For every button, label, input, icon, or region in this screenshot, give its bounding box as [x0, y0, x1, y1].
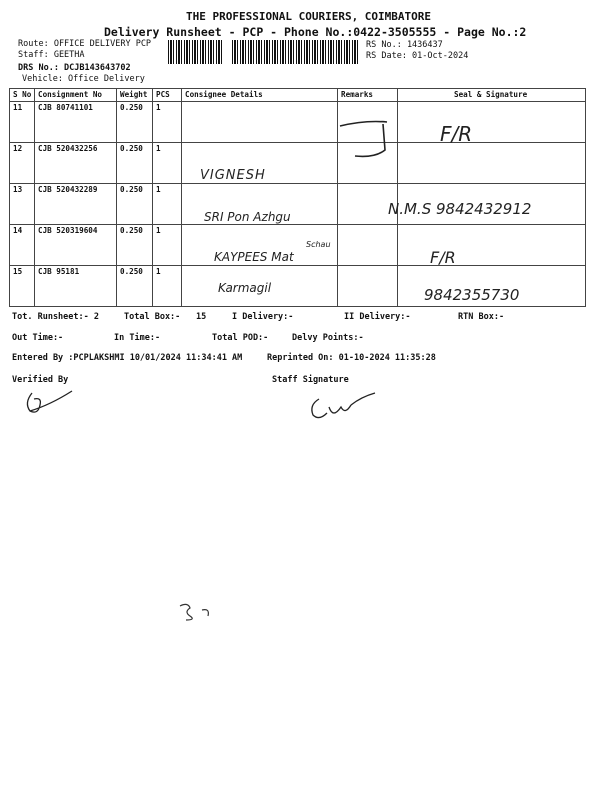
table-row: [10, 225, 586, 266]
cell-sno: 11: [10, 102, 35, 143]
i-delivery: I Delivery:-: [232, 312, 294, 322]
cell-weight: 0.250: [117, 143, 153, 184]
cell-seal: [398, 102, 586, 143]
cell-consignment: CJB 520432256: [35, 143, 117, 184]
in-time: In Time:-: [114, 333, 161, 343]
total-box-label: Total Box:-: [124, 312, 181, 322]
out-time: Out Time:-: [12, 333, 64, 343]
cell-weight: 0.250: [117, 102, 153, 143]
cell-weight: 0.250: [117, 266, 153, 307]
cell-sno: 12: [10, 143, 35, 184]
cell-sno: 15: [10, 266, 35, 307]
seal-r14: F/R: [430, 248, 456, 267]
table-row: [10, 143, 586, 184]
cell-pcs: 1: [153, 266, 182, 307]
cell-consignment: CJB 80741101: [35, 102, 117, 143]
cell-pcs: 1: [153, 143, 182, 184]
staff-signature-label: Staff Signature: [272, 375, 349, 385]
runsheet-subtitle: Delivery Runsheet - PCP - Phone No.:0422-3505555 - Page No.:2: [104, 25, 527, 39]
bracket-mark: [335, 118, 405, 168]
col-consignee: Consignee Details: [182, 89, 338, 102]
staff-label: Staff: GEETHA: [18, 50, 85, 60]
route-label: Route: OFFICE DELIVERY PCP: [18, 39, 152, 49]
cell-remarks: [338, 266, 398, 307]
barcode-left: [168, 40, 224, 64]
staff-signature: [305, 385, 385, 425]
ii-delivery: II Delivery:-: [344, 312, 411, 322]
cell-consignment: CJB 520319604: [35, 225, 117, 266]
cell-weight: 0.250: [117, 184, 153, 225]
remarks-r13: N.M.S 9842432912: [388, 200, 532, 218]
entered-by: Entered By :PCPLAKSHMI 10/01/2024 11:34:41 AM: [12, 353, 243, 363]
cell-sno: 14: [10, 225, 35, 266]
cell-pcs: 1: [153, 184, 182, 225]
col-pcs: PCS: [153, 89, 182, 102]
cell-pcs: 1: [153, 225, 182, 266]
barcode-right: [232, 40, 358, 64]
company-title: THE PROFESSIONAL COURIERS, COIMBATORE: [186, 10, 432, 23]
cell-remarks: [338, 225, 398, 266]
stray-mark: [178, 600, 228, 625]
cell-seal: [398, 143, 586, 184]
table-row: [10, 102, 586, 143]
verified-by-label: Verified By: [12, 375, 69, 385]
col-consignment: Consignment No: [35, 89, 117, 102]
rs-number: RS No.: 1436437: [366, 40, 443, 50]
consignee-r14: KAYPEES Mat: [214, 250, 294, 264]
col-remarks: Remarks: [338, 89, 398, 102]
tot-runsheet: Tot. Runsheet:- 2: [12, 312, 99, 322]
cell-seal: [398, 225, 586, 266]
cell-consignment: CJB 95181: [35, 266, 117, 307]
delvy-points: Delvy Points:-: [292, 333, 364, 343]
consignee-r12: VIGNESH: [200, 168, 266, 183]
cell-sno: 13: [10, 184, 35, 225]
rs-date: RS Date: 01-Oct-2024: [366, 51, 469, 61]
cell-consignee: [182, 102, 338, 143]
col-seal: Seal & Signature: [398, 89, 586, 102]
total-pod: Total POD:-: [212, 333, 269, 343]
verifier-signature: [20, 385, 80, 425]
drs-number: DRS No.: DCJB143643702: [18, 63, 131, 73]
total-box-value: 15: [196, 312, 207, 322]
col-sno: S No: [10, 89, 35, 102]
table-header-row: [10, 89, 586, 102]
consignee-r14-top: Schau: [306, 240, 331, 249]
cell-pcs: 1: [153, 102, 182, 143]
cell-weight: 0.250: [117, 225, 153, 266]
seal-r15: 9842355730: [424, 286, 520, 304]
rtn-box: RTN Box:-: [458, 312, 505, 322]
runsheet-table: [9, 88, 586, 307]
consignee-r15: Karmagil: [218, 281, 272, 295]
vehicle-label: Vehicle: Office Delivery: [22, 74, 145, 84]
col-weight: Weight: [117, 89, 153, 102]
seal-r11: F/R: [440, 122, 473, 146]
cell-consignment: CJB 520432289: [35, 184, 117, 225]
reprinted-on: Reprinted On: 01-10-2024 11:35:28: [267, 353, 436, 363]
consignee-r13: SRI Pon Azhgu: [204, 210, 291, 224]
